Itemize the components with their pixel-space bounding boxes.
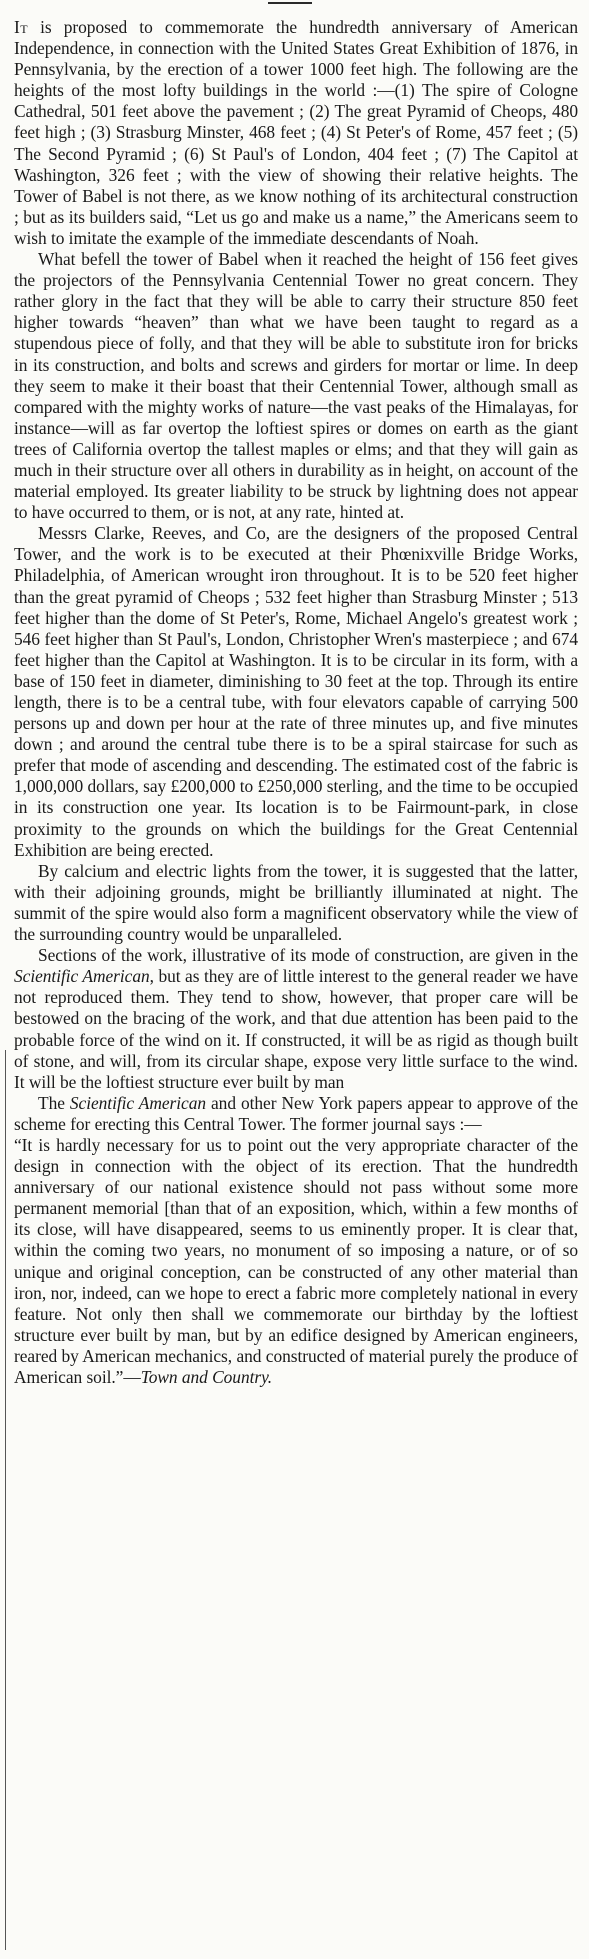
- publication-name: Scientific American: [69, 1092, 206, 1113]
- paragraph-1-text: is proposed to commemorate the hundredth anniversary of American Independence, in connection with the United States Great Exhibition of 1876, in Pennsylvania, by the erection of a tower 1000 feet high. The following are the heights of the most lofty buildings in the world :—(1) The spire of Cologne Cathedral, 501 feet above the pavement ; (2) The great Pyramid of Cheops, 480 feet high ; (3) Strasburg Minster, 468 feet ; (4) St Peter's of Rome, 457 feet ; (5) The Second Pyramid ; (6) St Paul's of London, 404 feet ; (7) The Capitol at Washington, 326 feet ; with the view of showing their relative heights. The Tower of Babel is not there, as we know nothing of its architectural construction ; but as its builders said, “Let us go and make us a name,” the Americans seem to wish to imitate the example of the immediate descendants of Noah.: [14, 17, 578, 248]
- publication-name: Scientific American: [14, 966, 150, 987]
- column-rule: [5, 1050, 6, 1950]
- paragraph-5: [14, 945, 578, 1093]
- opening-word: It: [14, 17, 28, 37]
- paragraph-6: [14, 1093, 578, 1135]
- quote-source: Town and Country.: [140, 1367, 273, 1387]
- quoted-paragraph: [14, 1135, 578, 1388]
- paragraph-3: Messrs Clarke, Reeves, and Co, are the designers of the proposed Central Tower, and the work is to be executed at their Phœnixville Bridge Works, Philadelphia, of American wrought iron throughout. It is to be 520 feet higher than the great pyramid of Cheops ; 532 feet higher than Strasburg Minster ; 513 feet higher than the dome of St Peter's, Rome, Michael Angelo's greatest work ; 546 feet higher than St Paul's, London, Christopher Wren's masterpiece ; and 674 feet higher than the Capitol at Washington. It is to be circular in its form, with a base of 150 feet in diameter, diminishing to 30 feet at the top. Through its entire length, there is to be a central tube, with four elevators capable of carrying 500 persons up and down per hour at the rate of three minutes up, and five minutes down ; and around the central tube there is to be a spiral staircase for such as prefer that mode of ascending and descending. The estimated cost of the fabric is 1,000,000 dollars, say £200,000 to £250,000 sterling, and the time to be occupied in its construction one year. Its location is to be Fairmount-park, in close proximity to the grounds on which the buildings for the Great Centennial Exhibition are being erected.: [14, 523, 578, 860]
- paragraph-6-post: and other New York papers appear to approve of the scheme for erecting this Central Tower. The former journal says :—: [14, 1092, 578, 1134]
- section-divider: [268, 2, 312, 4]
- paragraph-5-post: , but as they are of little interest to the general reader we have not reproduced them. They tend to show, however, that proper care will be bestowed on the bracing of the work, and that due attention has been paid to the probable force of the wind on it. If constructed, it will be as rigid as though built of stone, and will, from its circular shape, expose very little surface to the wind. It will be the loftiest structure ever built by man: [14, 966, 578, 1092]
- paragraph-5-pre: Sections of the work, illustrative of its mode of construction, are given in the: [38, 945, 578, 966]
- paragraph-2: What befell the tower of Babel when it reached the height of 156 feet gives the projectors of the Pennsylvania Centennial Tower no great concern. They rather glory in the fact that they will be able to carry their structure 850 feet higher towards “heaven” than what we have been taught to regard as a stupendous piece of folly, and that they will be able to substitute iron for bricks in its construction, and bolts and screws and girders for mortar or lime. In deep they seem to make it their boast that their Centennial Tower, although small as compared with the mighty works of nature—the vast peaks of the Himalayas, for instance—will as far overtop the loftiest spires or domes on earth as the giant trees of California overtop the tallest maples or elms; and that they will gain as much in their structure over all others in durability as in height, on account of the material employed. Its greater liability to be struck by lightning does not appear to have occurred to them, or is not, at any rate, hinted at.: [14, 249, 578, 523]
- article-body: [14, 17, 578, 1388]
- paragraph-6-pre: The: [38, 1092, 70, 1113]
- paragraph-1: [14, 17, 578, 249]
- quote-text: “It is hardly necessary for us to point out the very appropriate character of the design in connection with the object of its erection. That the hundredth anniversary of our national existence should not pass without some more permanent memorial [than that of an exposition, which, within a few months of its close, will have disappeared, seems to us eminently proper. It is clear that, within the coming two years, no monument of so imposing a nature, or of so unique and original conception, can be constructed of any other material than iron, nor, indeed, can we hope to erect a fabric more completely national in every feature. Not only then shall we commemorate our birthday by the loftiest structure ever built by man, but by an edifice designed by American engineers, reared by American mechanics, and constructed of material purely the produce of American soil.”—: [14, 1134, 578, 1387]
- paragraph-4: By calcium and electric lights from the tower, it is suggested that the latter, with their adjoining grounds, might be brilliantly illuminated at night. The summit of the spire would also form a magnificent observatory while the view of the surrounding country would be unparalleled.: [14, 860, 578, 945]
